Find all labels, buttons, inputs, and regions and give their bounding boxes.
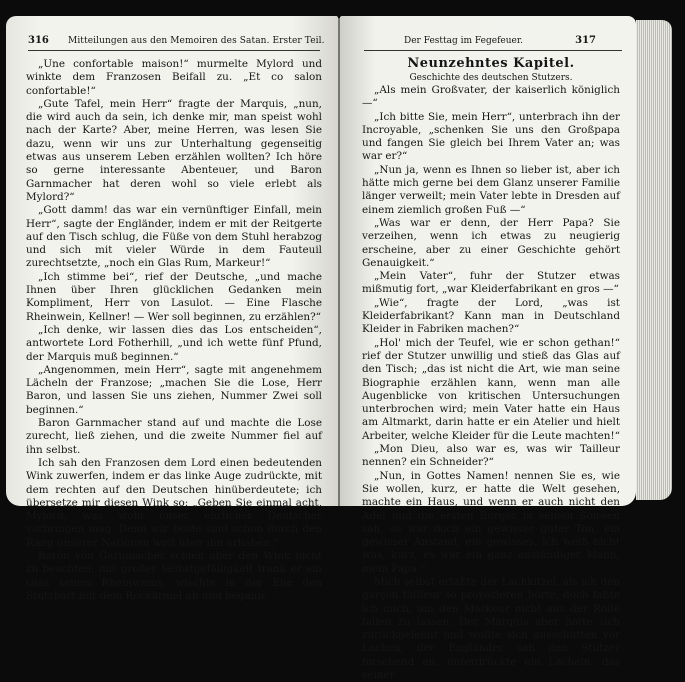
paragraph: „Gott damm! das war ein vernünftiger Einfall, mein Herr“, sagte der Engländer, indem er mit der Reitgerte auf den Tisch schlug, die Füße von dem Stuhl herabzog und sich mit vieler Würde in dem Fauteuil zurechtsetzte, „noch ein Glas Rum, Markeur!“ xyxy=(26,204,322,270)
header-rule xyxy=(28,50,320,51)
page-edges xyxy=(636,20,672,500)
paragraph: Baron von Garnmacher schien aber den Wink nicht zu beachten; mit großer Selbstgefälligkeit trank er ein Glas seines Rheinweins, wischte in der Eile den Stutzbart mit dem Rockärmel ab und begann: xyxy=(26,549,322,602)
chapter-title: Neunzehntes Kapitel. xyxy=(407,56,575,71)
open-book xyxy=(6,8,678,682)
chapter-heading xyxy=(362,56,620,83)
right-page-body xyxy=(362,84,620,682)
paragraph: „Wie“, fragte der Lord, „was ist Kleiderfabrikant? Kann man in Deutschland Kleider in Fabriken machen?“ xyxy=(362,296,620,336)
paragraph: „Gute Tafel, mein Herr“ fragte der Marquis, „nun, die wird auch da sein, ich denke mir, man speist wohl nach der Karte? Aber, meine Herren, was lesen Sie dazu, wenn wir uns zur Unterhaltung gegenseitig etwas aus unserem Leben erzählen wollten? Ich höre so gerne interessante Abenteuer, und Baron Garnmacher hat deren wohl so viele erlebt als Mylord?“ xyxy=(26,97,322,203)
paragraph: „Als mein Großvater, der kaiserlich königlich —“ xyxy=(362,84,620,110)
paragraph: „Ich stimme bei“, rief der Deutsche, „und mache Ihnen über Ihren glücklichen Gedanken mein Kompliment, Herr von Lasulot. — Eine Flasche Rheinwein, Kellner! — Wer soll beginnen, zu erzählen?“ xyxy=(26,270,322,323)
paragraph: „Une confortable maison!“ murmelte Mylord und winkte dem Franzosen Beifall zu. „Et co salon confortable!“ xyxy=(26,58,322,97)
left-page xyxy=(6,16,338,602)
paragraph: Mich selbst erfaßte der Lachkitzel, als ich den garçon tailleur so provozieren hörte, doch faßte ich mich, um den Markeur nicht aus der Rolle fallen zu lassen. Der Marquis aber hatte sich zurückgelehnt und wollte sich ausschütten vor Lachen, der Engländer sah den Stutzer forschend an, unterdrückte ein Lächeln, das seiner xyxy=(362,575,620,682)
paragraph: „Angenommen, mein Herr“, sagte mit angenehmem Lächeln der Franzose; „machen Sie die Lose, Herr Baron, und lassen Sie uns ziehen, Nummer Zwei soll beginnen.“ xyxy=(26,363,322,416)
right-page xyxy=(340,16,636,682)
paragraph: „Was war er denn, der Herr Papa? Sie verzeihen, wenn ich etwas zu neugierig erscheine, aber zu einer Geschichte gehört Genauigkeit.“ xyxy=(362,216,620,269)
left-page-body xyxy=(26,58,322,603)
paragraph: „Ich bitte Sie, mein Herr“, unterbrach ihn der Incroyable, „schenken Sie uns den Großpapa und fangen Sie gleich bei Ihrem Vater an; was war er?“ xyxy=(362,110,620,163)
chapter-subtitle: Geschichte des deutschen Stutzers. xyxy=(409,73,573,83)
running-head: Mitteilungen aus den Memoiren des Satan. Erster Teil. xyxy=(68,36,325,46)
paragraph: „Ich denke, wir lassen dies das Los entscheiden“, antwortete Lord Fotherhill, „und ich wette fünf Pfund, der Marquis muß beginnen.“ xyxy=(26,323,322,363)
paragraph: Baron Garnmacher stand auf und machte die Lose zurecht, ließ ziehen, und die zweite Nummer fiel auf ihn selbst. xyxy=(26,417,322,456)
paragraph: „Nun, in Gottes Namen! nennen Sie es, wie Sie wollen, kurz, er hatte die Welt gesehen, machte ein Haus, und wenn er auch nicht den Adel und die ersten Bürger in seinen Soiréen sah, so war doch ein gewisser guter Ton, ein gewisser Anstand, ein gewisses, ich weiß nicht was, kurz, es war ein ganz anständiger Mann, mein Papa.“ xyxy=(362,469,620,575)
paragraph: „Mon Dieu, also war es, was wir Tailleur nennen? ein Schneider?“ xyxy=(362,443,620,469)
page-number: 317 xyxy=(575,35,596,46)
paragraph: Ich sah den Franzosen dem Lord einen bedeutenden Wink zuwerfen, indem er das linke Auge zudrückte, mit dem rechten auf den Deutschen hinüberdeutete; ich übersetze mir diesen Wink so: „Geben Sie einmal acht, Mylord, was wohl unser ehrlicher Deutscher vorbringen mag. Denn wir beide sind schon durch den Rang unserer Nationen weit über ihn erhaben.“ xyxy=(26,456,322,549)
page-number: 316 xyxy=(28,35,49,46)
paragraph: „Mein Vater“, fuhr der Stutzer etwas mißmutig fort, „war Kleiderfabrikant en gros —“ xyxy=(362,270,620,296)
paragraph: „Nun ja, wenn es Ihnen so lieber ist, aber ich hätte mich gerne bei dem Glanz unserer Familie länger verweilt; mein Vater lebte in Dresden auf einem ziemlich großen Fuß —“ xyxy=(362,163,620,216)
running-head: Der Festtag im Fegefeuer. xyxy=(404,36,524,46)
header-rule xyxy=(364,50,622,51)
paragraph: „Hol' mich der Teufel, wie er schon gethan!“ rief der Stutzer unwillig und stieß das Glas auf den Tisch; „das ist nicht die Art, wie man seine Biographie erzählen kann, wenn man alle Augenblicke von kritischen Untersuchungen unterbrochen wird; mein Vater hatte ein Haus am Altmarkt, darin hatte er ein Atelier und hielt Arbeiter, welche Kleider für die Leute machten!“ xyxy=(362,336,620,442)
